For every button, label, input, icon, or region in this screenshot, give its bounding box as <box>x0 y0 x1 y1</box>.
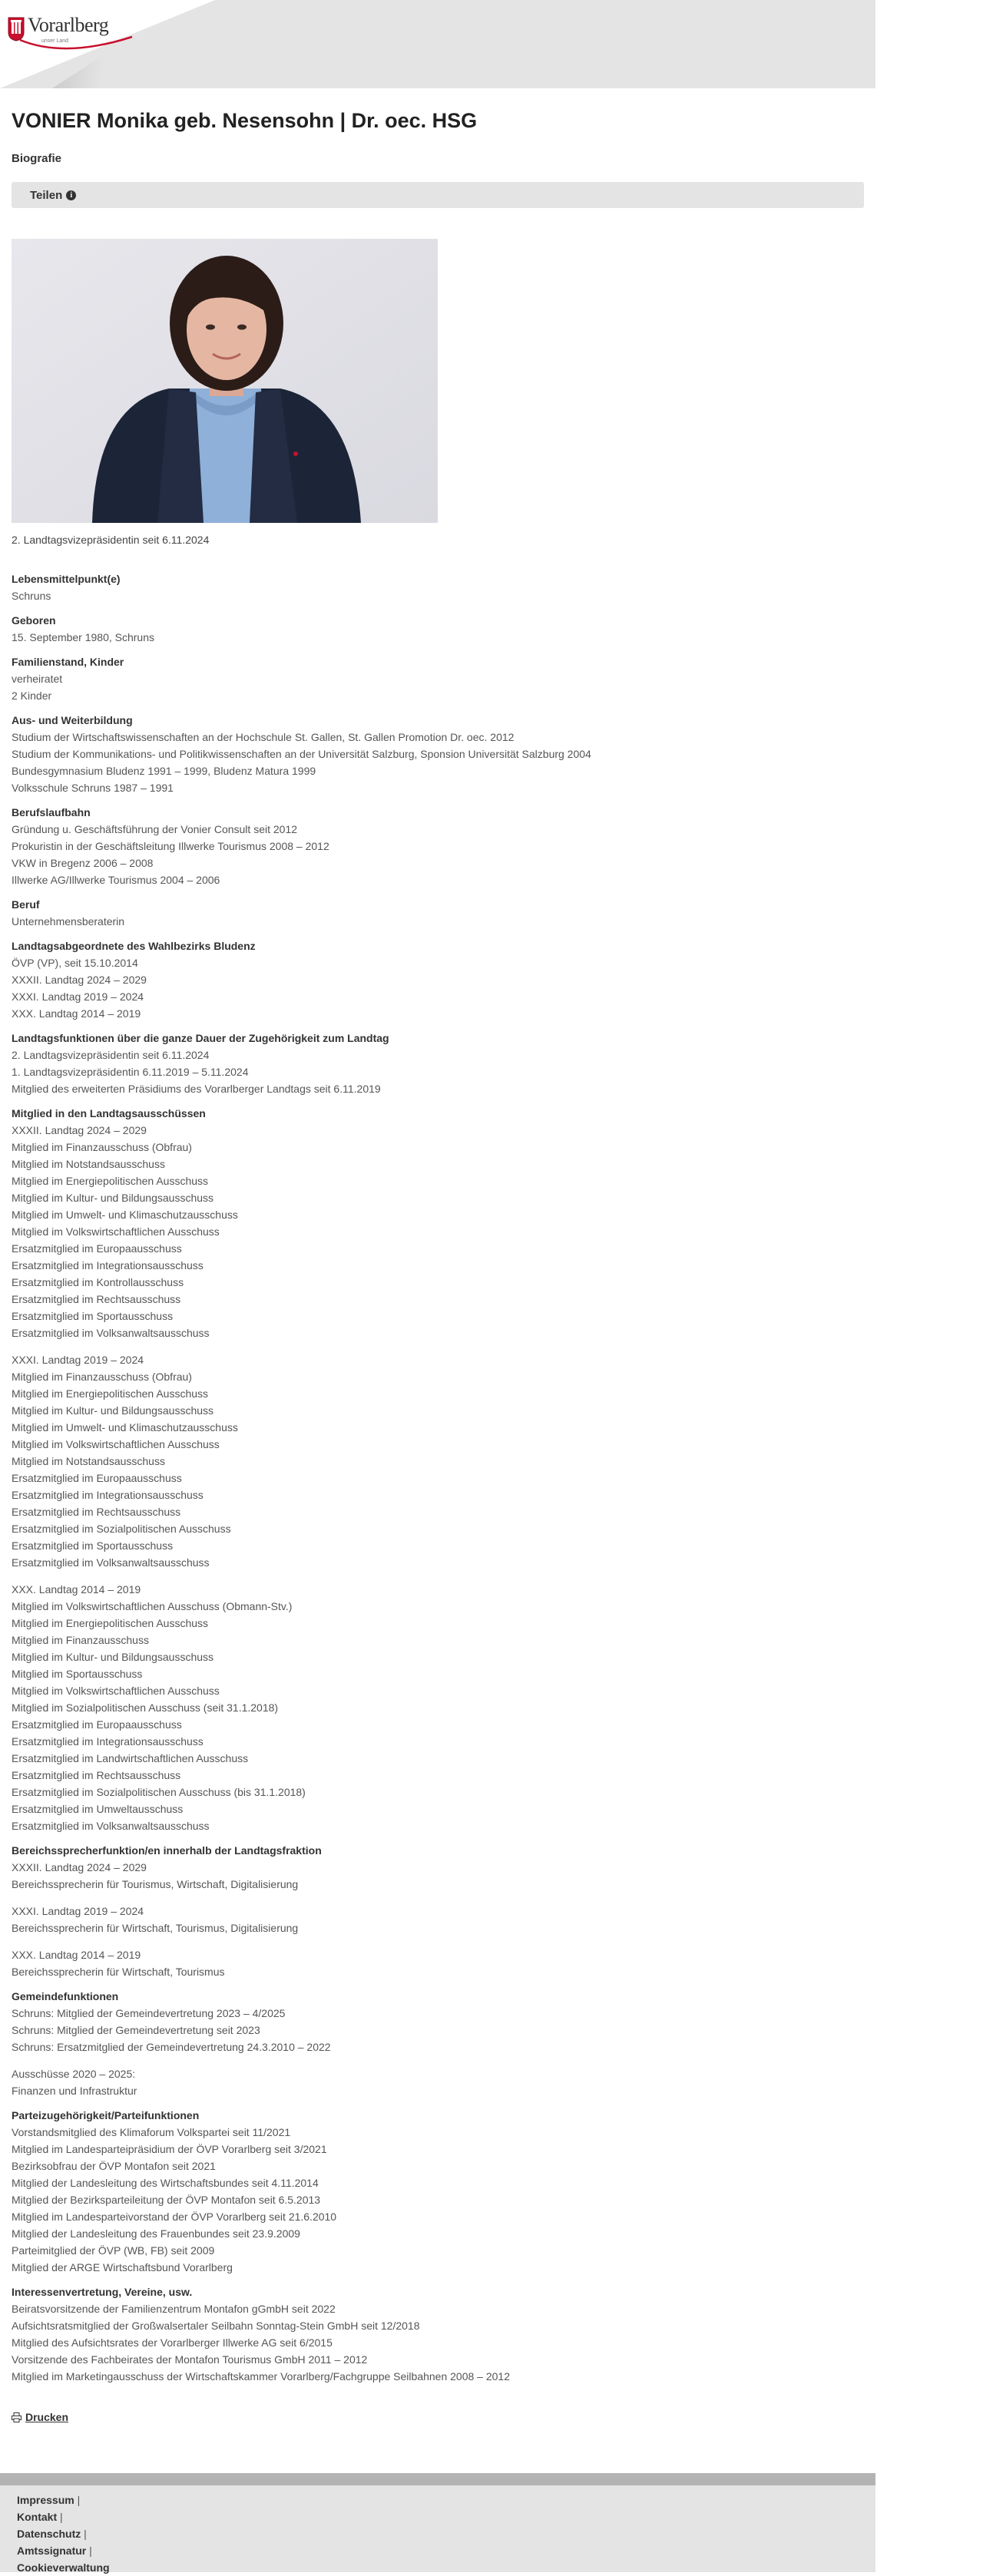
bio-line: Mitglied im Landesparteipräsidium der ÖVP Vorarlberg seit 3/2021 <box>12 2143 327 2155</box>
footer-link-datenschutz[interactable]: Datenschutz <box>17 2528 81 2540</box>
footer-stripe <box>0 2473 875 2485</box>
bio-line: Schruns: Ersatzmitglied der Gemeindevertretung 24.3.2010 – 2022 <box>12 2041 331 2053</box>
bio-line: Schruns: Mitglied der Gemeindevertretung seit 2023 <box>12 2024 260 2036</box>
bio-section <box>12 1030 864 1097</box>
site-footer <box>0 2485 875 2572</box>
bio-section <box>12 653 864 704</box>
share-button[interactable] <box>30 189 76 202</box>
bio-line: Mitglied der Landesleitung des Wirtschaftsbundes seit 4.11.2014 <box>12 2177 319 2189</box>
bio-section <box>12 1842 864 1980</box>
bio-line: Mitglied im Kultur- und Bildungsausschuss <box>12 1192 214 1204</box>
bio-section <box>12 804 864 888</box>
bio-line: Mitglied im Energiepolitischen Ausschuss <box>12 1617 209 1629</box>
print-link[interactable] <box>12 2411 68 2423</box>
bio-line: XXXII. Landtag 2024 – 2029 <box>12 1124 147 1136</box>
bio-line: Ersatzmitglied im Kontrollausschuss <box>12 1276 184 1288</box>
photo-caption: 2. Landtagsvizepräsidentin seit 6.11.2024 <box>12 534 210 546</box>
bio-section <box>12 570 864 604</box>
bio-line: XXX. Landtag 2014 – 2019 <box>12 1583 141 1596</box>
bio-line: Bereichssprecherin für Tourismus, Wirtschaft, Digitalisierung <box>12 1878 299 1890</box>
bio-line: Mitglied im Umwelt- und Klimaschutzausschuss <box>12 1209 238 1221</box>
footer-separator: | <box>89 2545 92 2557</box>
bio-line: Mitglied der ARGE Wirtschaftsbund Vorarlberg <box>12 2261 233 2273</box>
bio-line: Mitglied im Finanzausschuss <box>12 1634 149 1646</box>
footer-link-amtssignatur[interactable]: Amtssignatur <box>17 2545 87 2557</box>
bio-line: Unternehmensberaterin <box>12 915 125 928</box>
main-content <box>12 88 864 2392</box>
bio-section <box>12 1105 864 1834</box>
bio-section-title: Beruf <box>12 898 40 911</box>
bio-line: Studium der Wirtschaftswissenschaften an der Hochschule St. Gallen, St. Gallen Promotion Dr. oec. 2012 <box>12 731 515 743</box>
bio-section <box>12 896 864 930</box>
bio-line: XXX. Landtag 2014 – 2019 <box>12 1007 141 1020</box>
bio-line: Ersatzmitglied im Volksanwaltsausschuss <box>12 1556 210 1569</box>
footer-item <box>17 2525 875 2542</box>
bio-line: Ersatzmitglied im Integrationsausschuss <box>12 1489 204 1501</box>
bio-line: Mitglied im Notstandsausschuss <box>12 1455 165 1467</box>
share-label: Teilen <box>30 188 63 202</box>
bio-section-title: Landtagsfunktionen über die ganze Dauer der Zugehörigkeit zum Landtag <box>12 1032 389 1044</box>
bio-line: 15. September 1980, Schruns <box>12 631 155 643</box>
share-bar <box>12 182 864 208</box>
bio-line: Schruns <box>12 590 51 602</box>
bio-line: Aufsichtsratsmitglied der Großwalsertaler Seilbahn Sonntag-Stein GmbH seit 12/2018 <box>12 2320 420 2332</box>
bio-line: XXXI. Landtag 2019 – 2024 <box>12 1354 144 1366</box>
bio-line: Ersatzmitglied im Umweltausschuss <box>12 1803 184 1815</box>
bio-line: Ersatzmitglied im Europaausschuss <box>12 1718 182 1731</box>
bio-section <box>12 712 864 796</box>
footer-link-impressum[interactable]: Impressum <box>17 2494 74 2506</box>
bio-line: Ersatzmitglied im Landwirtschaftlichen Ausschuss <box>12 1752 249 1764</box>
bio-line: Illwerke AG/Illwerke Tourismus 2004 – 2006 <box>12 874 220 886</box>
bio-section <box>12 2107 864 2276</box>
bio-section-title: Interessenvertretung, Vereine, usw. <box>12 2286 193 2298</box>
footer-item <box>17 2559 875 2576</box>
bio-section-title: Geboren <box>12 614 56 627</box>
bio-line: Volksschule Schruns 1987 – 1991 <box>12 782 174 794</box>
bio-section <box>12 1988 864 2099</box>
vorarlberg-logo[interactable] <box>8 8 108 54</box>
bio-line: Gründung u. Geschäftsführung der Vonier Consult seit 2012 <box>12 823 298 835</box>
bio-spacer <box>12 1893 864 1903</box>
bio-section-title: Landtagsabgeordnete des Wahlbezirks Bludenz <box>12 940 256 952</box>
bio-section-title: Aus- und Weiterbildung <box>12 714 133 726</box>
bio-section-title: Familienstand, Kinder <box>12 656 124 668</box>
logo-wordmark: Vorarlberg <box>28 14 109 36</box>
bio-line: Mitglied im Kultur- und Bildungsausschuss <box>12 1651 214 1663</box>
site-header <box>0 0 875 88</box>
bio-line: XXXII. Landtag 2024 – 2029 <box>12 1861 147 1873</box>
bio-line: Mitglied im Marketingausschuss der Wirtschaftskammer Vorarlberg/Fachgruppe Seilbahnen 2008 – 2012 <box>12 2370 510 2383</box>
bio-line: Ersatzmitglied im Volksanwaltsausschuss <box>12 1820 210 1832</box>
info-icon: i <box>66 190 76 200</box>
bio-line: Mitglied im Sozialpolitischen Ausschuss (seit 31.1.2018) <box>12 1701 279 1714</box>
footer-separator: | <box>77 2494 81 2506</box>
portrait-illustration <box>12 239 438 523</box>
bio-line: Mitglied im Finanzausschuss (Obfrau) <box>12 1141 192 1153</box>
bio-line: Ersatzmitglied im Rechtsausschuss <box>12 1506 181 1518</box>
bio-line: Mitglied im Volkswirtschaftlichen Ausschuss (Obmann-Stv.) <box>12 1600 293 1612</box>
bio-spacer <box>12 1341 864 1351</box>
bio-line: Ersatzmitglied im Rechtsausschuss <box>12 1293 181 1305</box>
bio-spacer <box>12 1571 864 1581</box>
bio-section <box>12 937 864 1022</box>
bio-line: Beiratsvorsitzende der Familienzentrum Montafon gGmbH seit 2022 <box>12 2303 336 2315</box>
bio-section <box>12 612 864 646</box>
bio-line: Finanzen und Infrastruktur <box>12 2085 137 2097</box>
bio-section <box>12 2283 864 2385</box>
bio-line: XXXI. Landtag 2019 – 2024 <box>12 990 144 1003</box>
footer-link-kontakt[interactable]: Kontakt <box>17 2511 58 2523</box>
bio-line: 2. Landtagsvizepräsidentin seit 6.11.2024 <box>12 1049 210 1061</box>
printer-icon <box>12 2412 22 2422</box>
bio-line: Vorsitzende des Fachbeirates der Montafon Tourismus GmbH 2011 – 2012 <box>12 2353 368 2366</box>
bio-line: Mitglied im Volkswirtschaftlichen Ausschuss <box>12 1685 220 1697</box>
bio-line: Schruns: Mitglied der Gemeindevertretung 2023 – 4/2025 <box>12 2007 286 2019</box>
bio-line: Mitglied im Umwelt- und Klimaschutzausschuss <box>12 1421 238 1433</box>
bio-line: verheiratet <box>12 673 63 685</box>
footer-item <box>17 2542 875 2559</box>
bio-line: Mitglied im Landesparteivorstand der ÖVP Vorarlberg seit 21.6.2010 <box>12 2211 337 2223</box>
footer-item <box>17 2492 875 2508</box>
bio-line: XXXII. Landtag 2024 – 2029 <box>12 974 147 986</box>
bio-spacer <box>12 2055 864 2065</box>
footer-links <box>0 2485 875 2576</box>
bio-line: Ersatzmitglied im Integrationsausschuss <box>12 1259 204 1271</box>
bio-line: Ersatzmitglied im Sozialpolitischen Ausschuss <box>12 1523 231 1535</box>
page-subtitle: Biografie <box>12 152 62 165</box>
bio-section-title: Gemeindefunktionen <box>12 1990 119 2002</box>
bio-line: Ersatzmitglied im Sportausschuss <box>12 1310 174 1322</box>
bio-line: Mitglied im Kultur- und Bildungsausschuss <box>12 1404 214 1417</box>
bio-line: ÖVP (VP), seit 15.10.2014 <box>12 957 138 969</box>
bio-line: Mitglied im Energiepolitischen Ausschuss <box>12 1387 209 1400</box>
bio-line: Mitglied des erweiterten Präsidiums des Vorarlberger Landtags seit 6.11.2019 <box>12 1083 381 1095</box>
portrait-photo <box>12 239 438 523</box>
bio-line: Mitglied im Finanzausschuss (Obfrau) <box>12 1371 192 1383</box>
bio-line: Ersatzmitglied im Volksanwaltsausschuss <box>12 1327 210 1339</box>
bio-line: Ausschüsse 2020 – 2025: <box>12 2068 136 2080</box>
bio-line: Mitglied im Volkswirtschaftlichen Ausschuss <box>12 1225 220 1238</box>
biography <box>12 570 864 2385</box>
bio-line: Bereichssprecherin für Wirtschaft, Tourismus <box>12 1966 225 1978</box>
bio-line: Bereichssprecherin für Wirtschaft, Tourismus, Digitalisierung <box>12 1922 299 1934</box>
bio-line: Ersatzmitglied im Integrationsausschuss <box>12 1735 204 1748</box>
bio-line: 2 Kinder <box>12 689 52 702</box>
bio-line: Bundesgymnasium Bludenz 1991 – 1999, Bludenz Matura 1999 <box>12 765 316 777</box>
bio-line: Bezirksobfrau der ÖVP Montafon seit 2021 <box>12 2160 216 2172</box>
logo-subline: unser Land <box>41 38 69 44</box>
bio-line: Mitglied der Bezirksparteileitung der ÖVP Montafon seit 6.5.2013 <box>12 2194 321 2206</box>
bio-line: Mitglied des Aufsichtsrates der Vorarlberger Illwerke AG seit 6/2015 <box>12 2336 333 2349</box>
bio-line: Parteimitglied der ÖVP (WB, FB) seit 2009 <box>12 2244 215 2257</box>
bio-line: Mitglied im Notstandsausschuss <box>12 1158 165 1170</box>
bio-spacer <box>12 1936 864 1946</box>
footer-item <box>17 2508 875 2525</box>
bio-section-title: Lebensmittelpunkt(e) <box>12 573 121 585</box>
bio-line: 1. Landtagsvizepräsidentin 6.11.2019 – 5.11.2024 <box>12 1066 249 1078</box>
bio-line: Mitglied im Sportausschuss <box>12 1668 143 1680</box>
footer-separator: | <box>60 2511 63 2523</box>
bio-line: Vorstandsmitglied des Klimaforum Volkspartei seit 11/2021 <box>12 2126 291 2138</box>
bio-line: Mitglied im Volkswirtschaftlichen Ausschuss <box>12 1438 220 1450</box>
print-label: Drucken <box>25 2411 69 2423</box>
bio-line: Mitglied im Energiepolitischen Ausschuss <box>12 1175 209 1187</box>
footer-separator: | <box>84 2528 87 2540</box>
logo-swoosh <box>18 35 134 55</box>
footer-link-cookieverwaltung[interactable]: Cookieverwaltung <box>17 2561 110 2574</box>
bio-line: Ersatzmitglied im Sportausschuss <box>12 1539 174 1552</box>
page-title: VONIER Monika geb. Nesensohn | Dr. oec. HSG <box>12 109 478 132</box>
bio-section-title: Parteizugehörigkeit/Parteifunktionen <box>12 2109 200 2121</box>
bio-line: XXX. Landtag 2014 – 2019 <box>12 1949 141 1961</box>
bio-section-title: Bereichssprecherfunktion/en innerhalb der Landtagsfraktion <box>12 1844 322 1857</box>
bio-line: XXXI. Landtag 2019 – 2024 <box>12 1905 144 1917</box>
bio-line: Ersatzmitglied im Rechtsausschuss <box>12 1769 181 1781</box>
bio-line: Mitglied der Landesleitung des Frauenbundes seit 23.9.2009 <box>12 2227 300 2240</box>
bio-line: Studium der Kommunikations- und Politikwissenschaften an der Universität Salzburg, Sponsion Universität Salzburg 2004 <box>12 748 591 760</box>
bio-line: VKW in Bregenz 2006 – 2008 <box>12 857 154 869</box>
bio-line: Ersatzmitglied im Europaausschuss <box>12 1472 182 1484</box>
bio-section-title: Berufslaufbahn <box>12 806 91 818</box>
bio-line: Ersatzmitglied im Sozialpolitischen Ausschuss (bis 31.1.2018) <box>12 1786 306 1798</box>
bio-line: Prokuristin in der Geschäftsleitung Illwerke Tourismus 2008 – 2012 <box>12 840 329 852</box>
bio-section-title: Mitglied in den Landtagsausschüssen <box>12 1107 206 1119</box>
bio-line: Ersatzmitglied im Europaausschuss <box>12 1242 182 1255</box>
